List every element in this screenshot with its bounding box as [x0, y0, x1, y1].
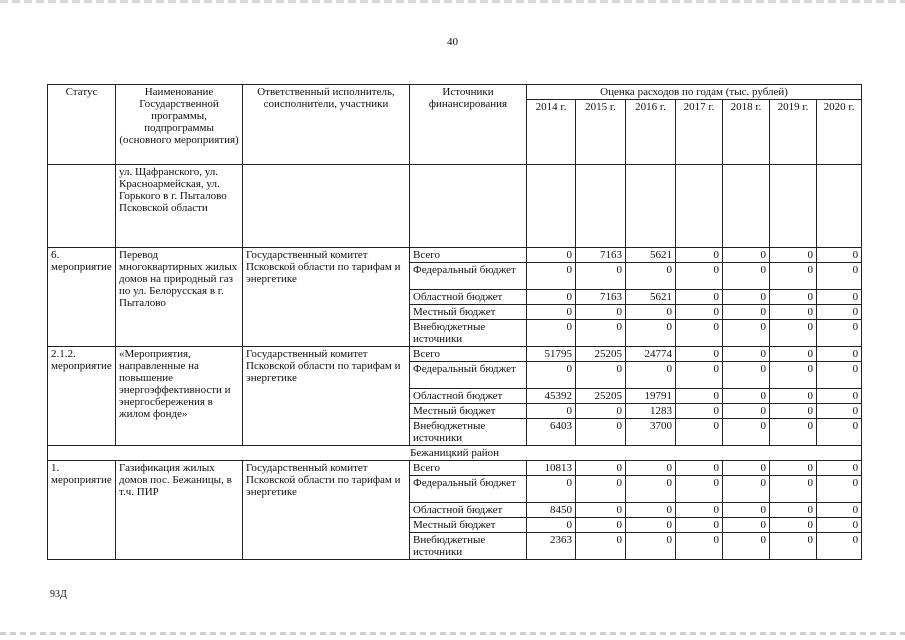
header-year: 2019 г.	[770, 100, 817, 165]
empty-cell	[676, 165, 723, 248]
continuation-name: ул. Щафранского, ул. Красноармейская, ул. Горького в г. Пыталово Псковской области	[116, 165, 243, 248]
budget-table	[47, 84, 862, 560]
amount-cell: 0	[676, 290, 723, 305]
amount-cell: 0	[576, 404, 626, 419]
amount-cell: 0	[527, 320, 576, 347]
amount-cell: 0	[817, 263, 862, 290]
amount-cell: 7163	[576, 248, 626, 263]
header-status: Статус	[48, 85, 116, 165]
amount-cell: 0	[527, 518, 576, 533]
amount-cell: 2363	[527, 533, 576, 560]
district-heading: Бежаницкий район	[48, 446, 862, 461]
amount-cell: 0	[770, 533, 817, 560]
amount-cell: 0	[576, 518, 626, 533]
amount-cell: 0	[817, 419, 862, 446]
amount-cell: 0	[527, 248, 576, 263]
amount-cell: 0	[576, 476, 626, 503]
amount-cell: 0	[626, 320, 676, 347]
funding-source: Местный бюджет	[410, 404, 527, 419]
amount-cell: 0	[527, 305, 576, 320]
amount-cell: 19791	[626, 389, 676, 404]
amount-cell: 5621	[626, 290, 676, 305]
amount-cell: 5621	[626, 248, 676, 263]
amount-cell: 0	[817, 476, 862, 503]
amount-cell: 0	[817, 290, 862, 305]
header-sources: Источники финансирования	[410, 85, 527, 165]
amount-cell: 0	[676, 404, 723, 419]
amount-cell: 0	[770, 248, 817, 263]
amount-cell: 0	[676, 461, 723, 476]
amount-cell: 0	[770, 347, 817, 362]
header-program-name: Наименование Государственной программы, подпрограммы (основного мероприятия)	[116, 85, 243, 165]
amount-cell: 1283	[626, 404, 676, 419]
block-status: 6. мероприятие	[48, 248, 116, 347]
amount-cell: 0	[723, 248, 770, 263]
funding-source: Областной бюджет	[410, 290, 527, 305]
amount-cell: 0	[626, 476, 676, 503]
amount-cell: 0	[817, 461, 862, 476]
amount-cell: 51795	[527, 347, 576, 362]
header-year: 2014 г.	[527, 100, 576, 165]
amount-cell: 0	[576, 533, 626, 560]
funding-source: Всего	[410, 347, 527, 362]
table-row	[48, 248, 862, 263]
amount-cell: 0	[723, 533, 770, 560]
amount-cell: 0	[723, 320, 770, 347]
empty-cell	[576, 165, 626, 248]
empty-cell	[770, 165, 817, 248]
table-row	[48, 461, 862, 476]
header-year: 2015 г.	[576, 100, 626, 165]
funding-source: Внебюджетные источники	[410, 533, 527, 560]
header-executor: Ответственный исполнитель, соисполнители, участники	[243, 85, 410, 165]
block-executor: Государственный комитет Псковской области по тарифам и энергетике	[243, 461, 410, 560]
amount-cell: 0	[723, 290, 770, 305]
amount-cell: 0	[723, 404, 770, 419]
amount-cell: 0	[817, 248, 862, 263]
amount-cell: 6403	[527, 419, 576, 446]
amount-cell: 0	[676, 248, 723, 263]
empty-cell	[243, 165, 410, 248]
amount-cell: 0	[527, 263, 576, 290]
funding-source: Местный бюджет	[410, 518, 527, 533]
block-name: Газификация жилых домов пос. Бежаницы, в т.ч. ПИР	[116, 461, 243, 560]
amount-cell: 0	[770, 461, 817, 476]
funding-source: Внебюджетные источники	[410, 320, 527, 347]
empty-cell	[48, 165, 116, 248]
amount-cell: 0	[576, 362, 626, 389]
amount-cell: 0	[770, 518, 817, 533]
amount-cell: 0	[676, 419, 723, 446]
header-year: 2016 г.	[626, 100, 676, 165]
amount-cell: 0	[770, 419, 817, 446]
empty-cell	[626, 165, 676, 248]
funding-source: Всего	[410, 461, 527, 476]
amount-cell: 0	[576, 503, 626, 518]
amount-cell: 0	[723, 503, 770, 518]
block-status: 2.1.2. мероприятие	[48, 347, 116, 446]
continuation-row	[48, 165, 862, 248]
header-year: 2018 г.	[723, 100, 770, 165]
amount-cell: 0	[770, 389, 817, 404]
footer-code: 93Д	[50, 589, 67, 600]
amount-cell: 0	[527, 290, 576, 305]
amount-cell: 0	[527, 404, 576, 419]
amount-cell: 0	[676, 476, 723, 503]
amount-cell: 25205	[576, 389, 626, 404]
amount-cell: 0	[576, 263, 626, 290]
empty-cell	[723, 165, 770, 248]
amount-cell: 25205	[576, 347, 626, 362]
amount-cell: 0	[676, 362, 723, 389]
amount-cell: 0	[723, 419, 770, 446]
amount-cell: 0	[626, 461, 676, 476]
amount-cell: 0	[723, 476, 770, 503]
amount-cell: 0	[527, 476, 576, 503]
funding-source: Областной бюджет	[410, 503, 527, 518]
amount-cell: 10813	[527, 461, 576, 476]
amount-cell: 0	[723, 263, 770, 290]
district-row	[48, 446, 862, 461]
header-year: 2020 г.	[817, 100, 862, 165]
amount-cell: 7163	[576, 290, 626, 305]
block-name: Перевод многоквартирных жилых домов на природный газ по ул. Белорусская в г. Пыталово	[116, 248, 243, 347]
amount-cell: 0	[817, 305, 862, 320]
amount-cell: 24774	[626, 347, 676, 362]
block-name: «Мероприятия, направленные на повышение энергоэффективности и энергосбережения в жилом фонде»	[116, 347, 243, 446]
amount-cell: 0	[723, 461, 770, 476]
amount-cell: 0	[576, 461, 626, 476]
amount-cell: 0	[676, 305, 723, 320]
funding-source: Федеральный бюджет	[410, 362, 527, 389]
amount-cell: 0	[626, 518, 676, 533]
amount-cell: 0	[626, 263, 676, 290]
amount-cell: 0	[770, 305, 817, 320]
amount-cell: 0	[676, 347, 723, 362]
block-executor: Государственный комитет Псковской области по тарифам и энергетике	[243, 347, 410, 446]
amount-cell: 0	[676, 320, 723, 347]
header-year: 2017 г.	[676, 100, 723, 165]
amount-cell: 0	[817, 503, 862, 518]
amount-cell: 0	[676, 263, 723, 290]
amount-cell: 0	[676, 503, 723, 518]
amount-cell: 0	[676, 518, 723, 533]
amount-cell: 0	[626, 533, 676, 560]
scan-edge-bottom	[0, 632, 905, 635]
amount-cell: 0	[770, 362, 817, 389]
amount-cell: 0	[527, 362, 576, 389]
amount-cell: 0	[817, 404, 862, 419]
amount-cell: 0	[626, 503, 676, 518]
empty-cell	[817, 165, 862, 248]
amount-cell: 8450	[527, 503, 576, 518]
amount-cell: 45392	[527, 389, 576, 404]
table-body	[48, 165, 862, 560]
amount-cell: 0	[817, 347, 862, 362]
amount-cell: 0	[723, 518, 770, 533]
amount-cell: 0	[770, 503, 817, 518]
amount-cell: 0	[723, 362, 770, 389]
page-number: 40	[447, 36, 458, 48]
amount-cell: 0	[723, 389, 770, 404]
amount-cell: 0	[817, 320, 862, 347]
funding-source: Федеральный бюджет	[410, 476, 527, 503]
funding-source: Внебюджетные источники	[410, 419, 527, 446]
amount-cell: 0	[676, 533, 723, 560]
empty-cell	[410, 165, 527, 248]
amount-cell: 0	[576, 419, 626, 446]
amount-cell: 0	[723, 305, 770, 320]
scan-edge-top	[0, 0, 905, 3]
amount-cell: 0	[626, 362, 676, 389]
amount-cell: 0	[576, 320, 626, 347]
funding-source: Местный бюджет	[410, 305, 527, 320]
amount-cell: 0	[770, 320, 817, 347]
amount-cell: 0	[817, 389, 862, 404]
block-executor: Государственный комитет Псковской области по тарифам и энергетике	[243, 248, 410, 347]
amount-cell: 0	[770, 476, 817, 503]
amount-cell: 0	[817, 533, 862, 560]
amount-cell: 0	[817, 362, 862, 389]
funding-source: Федеральный бюджет	[410, 263, 527, 290]
table-header	[48, 85, 862, 165]
funding-source: Всего	[410, 248, 527, 263]
amount-cell: 0	[770, 290, 817, 305]
empty-cell	[527, 165, 576, 248]
amount-cell: 0	[770, 404, 817, 419]
amount-cell: 0	[770, 263, 817, 290]
amount-cell: 0	[626, 305, 676, 320]
amount-cell: 0	[723, 347, 770, 362]
funding-source: Областной бюджет	[410, 389, 527, 404]
amount-cell: 0	[817, 518, 862, 533]
amount-cell: 3700	[626, 419, 676, 446]
block-status: 1. мероприятие	[48, 461, 116, 560]
header-estimate: Оценка расходов по годам (тыс. рублей)	[527, 85, 862, 100]
amount-cell: 0	[676, 389, 723, 404]
table-row	[48, 347, 862, 362]
amount-cell: 0	[576, 305, 626, 320]
